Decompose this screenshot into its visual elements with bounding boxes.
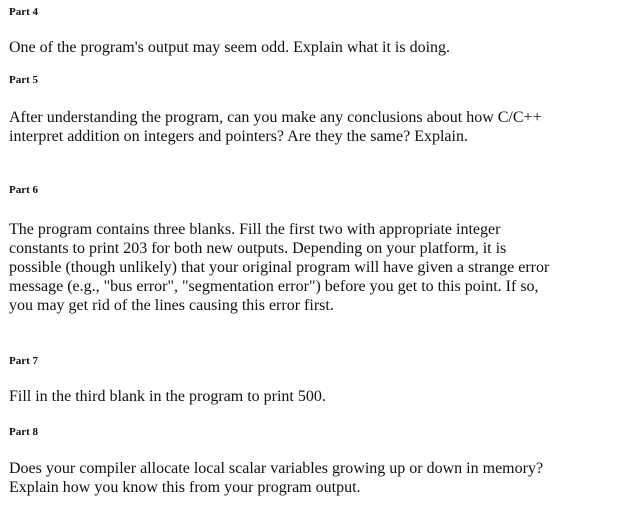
part-8-text (9, 459, 634, 497)
part-4-heading: Part 4 (9, 6, 39, 18)
part-7-heading: Part 7 (9, 355, 39, 367)
part-5-line-2: interpret addition on integers and pointers? Are they the same? Explain. (9, 128, 468, 145)
part-4-text (9, 38, 634, 57)
part-6-text (9, 220, 634, 315)
part-6-line-4: message (e.g., "bus error", "segmentation error") before you get to this point. If so, (9, 278, 539, 295)
part-8-heading: Part 8 (9, 426, 39, 438)
part-8-line-2: Explain how you know this from your program output. (9, 479, 361, 496)
part-7-text (9, 387, 634, 406)
part-6-line-5: you may get rid of the lines causing this error first. (9, 297, 334, 314)
part-6-heading: Part 6 (9, 184, 39, 196)
part-5-heading: Part 5 (9, 74, 39, 86)
part-6-line-2: constants to print 203 for both new outputs. Depending on your platform, it is (9, 240, 507, 257)
part-5-text (9, 108, 634, 146)
part-7-line-1: Fill in the third blank in the program to print 500. (9, 388, 326, 405)
part-4-line-1: One of the program's output may seem odd. Explain what it is doing. (9, 39, 451, 56)
part-6-line-3: possible (though unlikely) that your original program will have given a strange error (9, 259, 550, 276)
part-8-line-1: Does your compiler allocate local scalar variables growing up or down in memory? (9, 460, 544, 477)
part-6-line-1: The program contains three blanks. Fill the first two with appropriate integer (9, 221, 501, 238)
part-5-line-1: After understanding the program, can you make any conclusions about how C/C++ (9, 109, 542, 126)
